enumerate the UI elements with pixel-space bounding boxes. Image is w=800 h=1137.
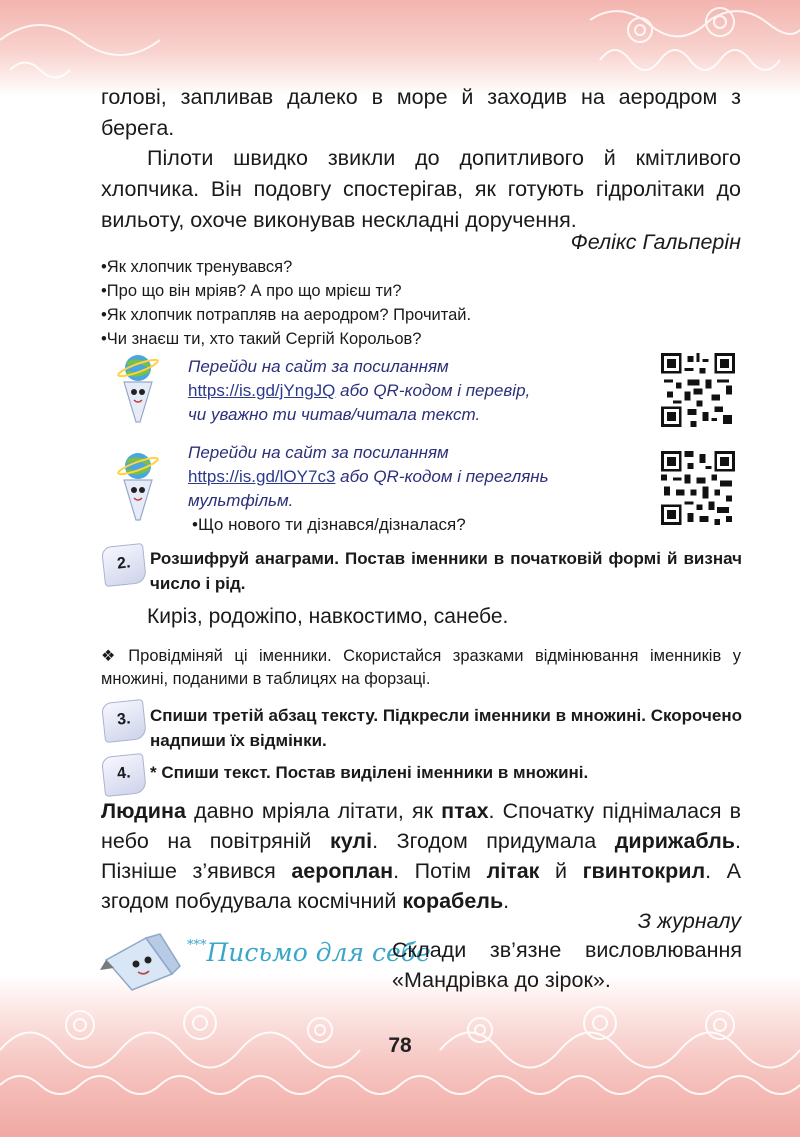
diamond-bullet-icon: ❖ (101, 648, 123, 665)
task-2-text: Розшифруй анаграми. Постав іменники в початковій формі й визнач число і рід. (150, 549, 742, 593)
bold-noun: птах (441, 799, 489, 823)
link-rest: або QR-кодом і переглянь (335, 467, 549, 486)
bold-noun: корабель (402, 889, 504, 913)
bold-noun: гвинтокрил (582, 859, 706, 883)
qr-code-2[interactable] (661, 451, 735, 525)
bold-noun: кулі (330, 829, 373, 853)
link-url-1[interactable]: https://is.gd/jYngJQ (188, 381, 336, 400)
page-number: 78 (388, 1034, 412, 1057)
question-list (101, 255, 471, 351)
question-item: • Як хлопчик тренувався? (101, 255, 471, 279)
link-question: • Що нового ти дізнався/дізналася? (192, 513, 628, 537)
top-ornament-band (0, 0, 800, 95)
passage-text: . А згодом побудувала космічний (101, 859, 741, 913)
task-4-passage (101, 796, 741, 916)
question-item: • Про що він мріяв? А про що мрієш ти? (101, 279, 471, 303)
task-4-text: * Спиши текст. Постав виділені іменники в множині. (150, 763, 589, 782)
title-stars: *** (187, 938, 207, 953)
link-block-2 (188, 441, 628, 537)
author: Фелікс Гальперін (570, 230, 741, 254)
link-intro: Перейди на сайт за посиланням (188, 443, 449, 462)
passage-text: . Пізніше з’явився (101, 829, 742, 883)
passage-text: . Спочатку піднімалася в небо на повітряній (101, 799, 741, 853)
title-text: Письмо для себе (206, 938, 431, 967)
link-intro: Перейди на сайт за посиланням (188, 357, 449, 376)
task-number-badge: 4. (101, 753, 147, 797)
bold-noun: літак (486, 859, 540, 883)
bold-noun: аероплан (291, 859, 394, 883)
writing-task: Склади зв’язне висловлювання «Мандрівка до зірок». (392, 938, 742, 992)
link-url-2[interactable]: https://is.gd/lOY7c3 (188, 467, 336, 486)
question-item: • Чи знаєш ти, хто такий Сергій Корольов? (101, 327, 471, 351)
link-line3: чи уважно ти читав/читала текст. (188, 405, 481, 424)
link-block-1 (188, 355, 628, 427)
passage-text: давно мріяла літати, як (185, 799, 442, 823)
task-number-badge: 2. (101, 543, 147, 587)
floral-ornament-top (0, 0, 800, 95)
task-3-text: Спиши третій абзац тексту. Підкресли іменники в множині. Скорочено надпиши їх відмінки. (150, 706, 742, 750)
passage-source: З журналу (637, 909, 741, 933)
paragraph-2: Пілоти швидко звикли до допитливого й кмітливого хлопчика. Він подовгу спостерігав, як готують гідролітаки до вильоту, охоче виконував нескладні доручення. (101, 146, 741, 232)
task-number-badge: 3. (101, 699, 147, 743)
link-line3: мультфільм. (188, 491, 294, 510)
anagram-words: Киріз, родожіпо, навкостимо, санебе. (147, 605, 509, 628)
bold-noun: дирижабль (614, 829, 736, 853)
bold-noun: Людина (101, 799, 186, 823)
passage-text: . Потім (393, 859, 487, 883)
link-rest: або QR-кодом і перевір, (335, 381, 531, 400)
passage-text: . Згодом придумала (372, 829, 615, 853)
globe-mascot-icon (110, 352, 166, 426)
note (101, 645, 741, 690)
paragraph-1: голові, запливав далеко в море й заходив на аеродром з берега. (101, 85, 741, 140)
note-text: Провідміняй ці іменники. Скористайся зразками відмінювання іменників у множині, поданими в таблицях на форзаці. (101, 647, 742, 688)
qr-code-1[interactable] (661, 353, 735, 427)
globe-mascot-icon (110, 450, 166, 524)
passage-text: . (503, 889, 510, 913)
pencil-mascot-icon (100, 930, 184, 992)
passage-text: й (539, 859, 583, 883)
question-item: • Як хлопчик потрапляв на аеродром? Прочитай. (101, 303, 471, 327)
